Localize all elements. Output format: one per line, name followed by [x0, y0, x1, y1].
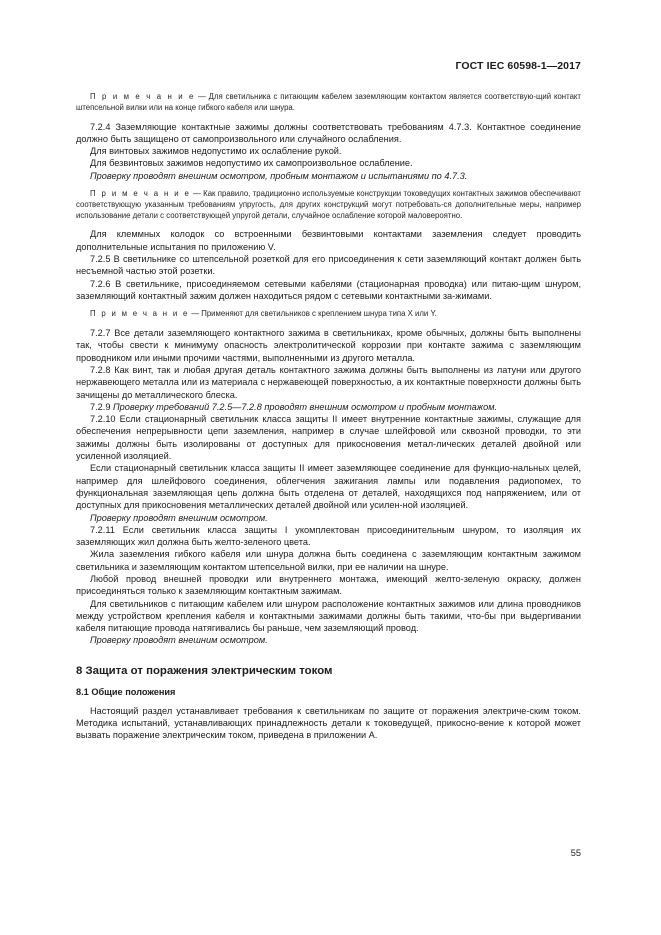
clause-7-2-11-check: Проверку проводят внешним осмотром. — [90, 635, 268, 646]
note-2-text: — Как правило, традиционно используемые конструкции токоведущих контактных зажимов обеспечивают соответствующую указанным требованиям упругость, для других конструкций могут потребовать-ся дополнительные меры, например использование детали с соответствующей упругой детали, случайное ослабление которой маловероятно. — [76, 189, 581, 220]
clause-7-2-6: 7.2.6 В светильнике, присоединяемом сетевыми кабелями (стационарная проводка) или питаю-щим шнуром, заземляющий контактный зажим должен находиться рядом с сетевыми контактными за-жимами. — [76, 278, 581, 301]
clause-7-2-4-terminal-blocks: Для клеммных колодок со встроенными безвинтовыми контактами заземления следует проводить дополнительные испытания по приложению V. — [76, 229, 581, 252]
note-3-label: П р и м е ч а н и е — [90, 309, 190, 319]
clause-7-2-4-check: Проверку проводят внешним осмотром, пробным монтажом и испытаниями по 4.7.3. — [90, 170, 468, 181]
note-2-label: П р и м е ч а н и е — [90, 189, 191, 199]
note-1 — [76, 92, 581, 114]
clause-7-2-11: 7.2.11 Если светильник класса защиты I укомплектован присоединительным шнуром, то изоляция их заземляющих жил должна быть желто-зеленого цвета. — [76, 524, 581, 548]
clause-7-2-4: 7.2.4 Заземляющие контактные зажимы должны соответствовать требованиям 4.7.3. Контактное соединение должно быть защищено от самопроизвольного или случайного ослабления. — [76, 121, 581, 144]
clause-7-2-4-screw: Для винтовых зажимов недопустимо их ослабление рукой. — [90, 146, 342, 157]
note-3-text: — Применяют для светильников с креплением шнура типа X или Y. — [189, 309, 437, 319]
note-3 — [76, 309, 581, 320]
section-8-1-heading: 8.1 Общие положения — [76, 686, 176, 697]
clause-7-2-11-wire: Любой провод внешней проводки или внутреннего монтажа, имеющий желто-зеленую окраску, должен присоединяться только к заземляющим контактным зажимам. — [76, 573, 581, 597]
clause-7-2-5: 7.2.5 В светильнике со штепсельной розеткой для его присоединения к сети заземляющий контакт должен быть несъемной частью этой розетки. — [76, 254, 581, 277]
note-1-label: П р и м е ч а н и е — [90, 92, 196, 101]
section-8-1-text: Настоящий раздел устанавливает требования к светильникам по защите от поражения электриче-ским током. Методика испытаний, устанавливающих принадлежность детали к токоведущей, прикосно-вение к которой может вызвать поражение электрическим током, приведена в приложении А. — [76, 705, 581, 741]
note-1-text: — Для светильника с питающим кабелем заземляющим контактом является соответствую-щий контакт штепсельной вилки или на конце гибкого кабеля или шнура. — [76, 92, 581, 112]
clause-7-2-9-text: Проверку требований 7.2.5—7.2.8 проводят внешним осмотром и пробным монтажом. — [113, 401, 498, 412]
document-code-header: ГОСТ IEC 60598-1—2017 — [455, 60, 581, 72]
note-2 — [76, 189, 581, 221]
clause-7-2-11-core: Жила заземления гибкого кабеля или шнура должна быть соединена с заземляющим контактным зажимом светильника и заземляющим контактом штепсельной вилки, при ее наличии на шнуре. — [76, 549, 581, 572]
clause-7-2-9 — [76, 401, 581, 413]
section-8-heading: 8 Защита от поражения электрическим током — [76, 664, 333, 677]
clause-7-2-10: 7.2.10 Если стационарный светильник класса защиты II имеет внутренние контактные зажимы, служащие для обеспечения непрерывности цепи заземления, например в случае шлейфовой или сквозной проводки, то эти зажимы должны быть изолированы от доступных для прикосновения метал-лических деталей двойной или усиленной изоляцией. — [76, 414, 581, 462]
clause-7-2-4-screwless: Для безвинтовых зажимов недопустимо их самопроизвольное ослабление. — [90, 158, 413, 169]
clause-7-2-11-strain: Для светильников с питающим кабелем или шнуром расположение контактных зажимов или длина проводников между устройством крепления кабеля и контактными зажимами должны быть такими, что-бы при выдергивании кабеля питающие провода натягивались бы раньше, чем заземляющий провод. — [76, 598, 581, 634]
clause-7-2-8: 7.2.8 Как винт, так и любая другая деталь контактного зажима должны быть выполнены из латуни или другого нержавеющего металла или из материала с нержавеющей поверхностью, а их контактные поверхности должны быть зачищены до металлического блеска. — [76, 364, 581, 400]
clause-7-2-10-check: Проверку проводят внешним осмотром. — [90, 512, 268, 523]
clause-7-2-10-functional: Если стационарный светильник класса защиты II имеет заземляющее соединение для функцио-нальных целей, например для шлейфового соединения, облегчения зажигания лампы или подавления радиопомех, то функциональная заземляющая цепь должна быть отделена от деталей, находящихся под напряжением, или от доступных для прикосновения металлических деталей двойной или усилен-ной изоляцией. — [76, 463, 581, 511]
clause-7-2-7: 7.2.7 Все детали заземляющего контактного зажима в светильниках, кроме обычных, должны быть выполнены так, чтобы свести к минимуму опасность электролитической коррозии при контакте зажима с заземляющим проводником или иными прочими частями, выполненными из другого металла. — [76, 328, 581, 363]
page-number: 55 — [570, 848, 581, 858]
clause-7-2-9-number: 7.2.9 — [90, 401, 113, 412]
